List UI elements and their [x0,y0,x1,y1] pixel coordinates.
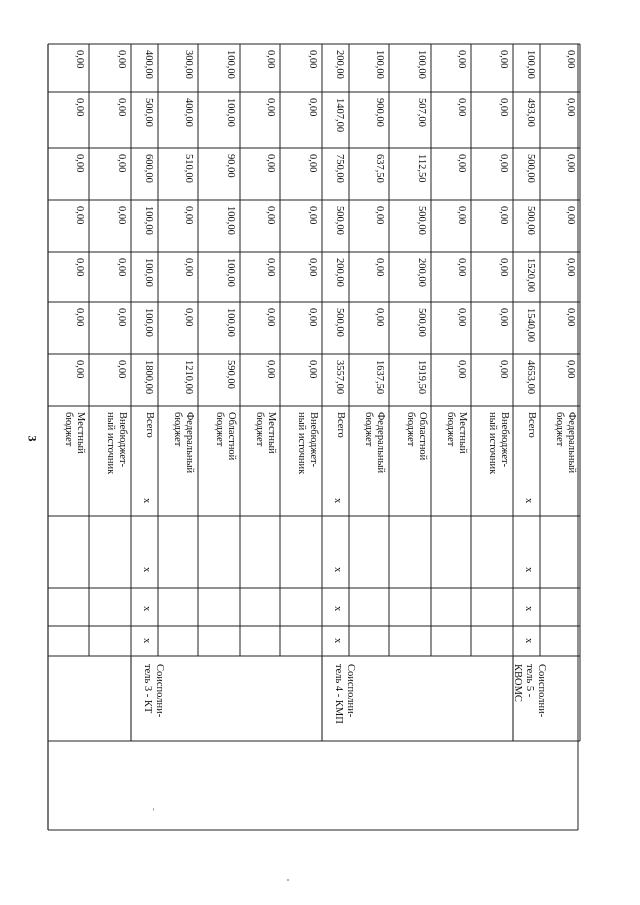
budget-table: 0,00 0,00 0,00 0,00 0,00 0,00 0,00 Местный бюджет 0,00 0,00 0,00 0,00 0,00 0,00 0,00 Внебюджет- ный источник 400,00 500,00 600,00 100,00 100,00 100,00 1800,00 Всего 300,00 400,00 510,00 0,00 0,00 0,00 1210,00 Федеральный бюджет 100,00 100,00 90,00 100,00 100,00 100,00 590,00 Областной бюджет 0,00 0,00 0,00 0,00 0,00 0,00 0,00 Местный бюджет 0,00 0,00 0,00 0,00 0,00 0,00 0,00 Внебюджет- ный источник 200,00 1407,00 750,00 500,00 200,00 500,00 3557,00 Всего 100,00 900,00 637,50 0,00 0,00 0,00 1637,50 Федеральный бюджет 100,00 507,00 112,50 500,00 200,00 500,00 1919,50 Областной бюджет 0,00 0,00 0,00 0,00 0,00 0,00 0,00 Местный бюджет 0,00 0,00 0,00 0,00 0,00 0,00 0,00 Внебюджет- ный источник 100,00 493,00 500,00 500,00 1520,00 1540,00 4653,00 Всего 0,00 0,00 0,00 0,00 0,00 0,00 0,00 Федеральный бюджет х х х х х х х х х х х х Соисполни- тель 3 - КТ Соисполни- тель 4 - КМП Соисполни- тель 5 - КВОМС [0,0,640,905]
scan-speck [287,879,289,881]
page-number: 3 [25,435,40,442]
scan-speck [153,808,154,811]
